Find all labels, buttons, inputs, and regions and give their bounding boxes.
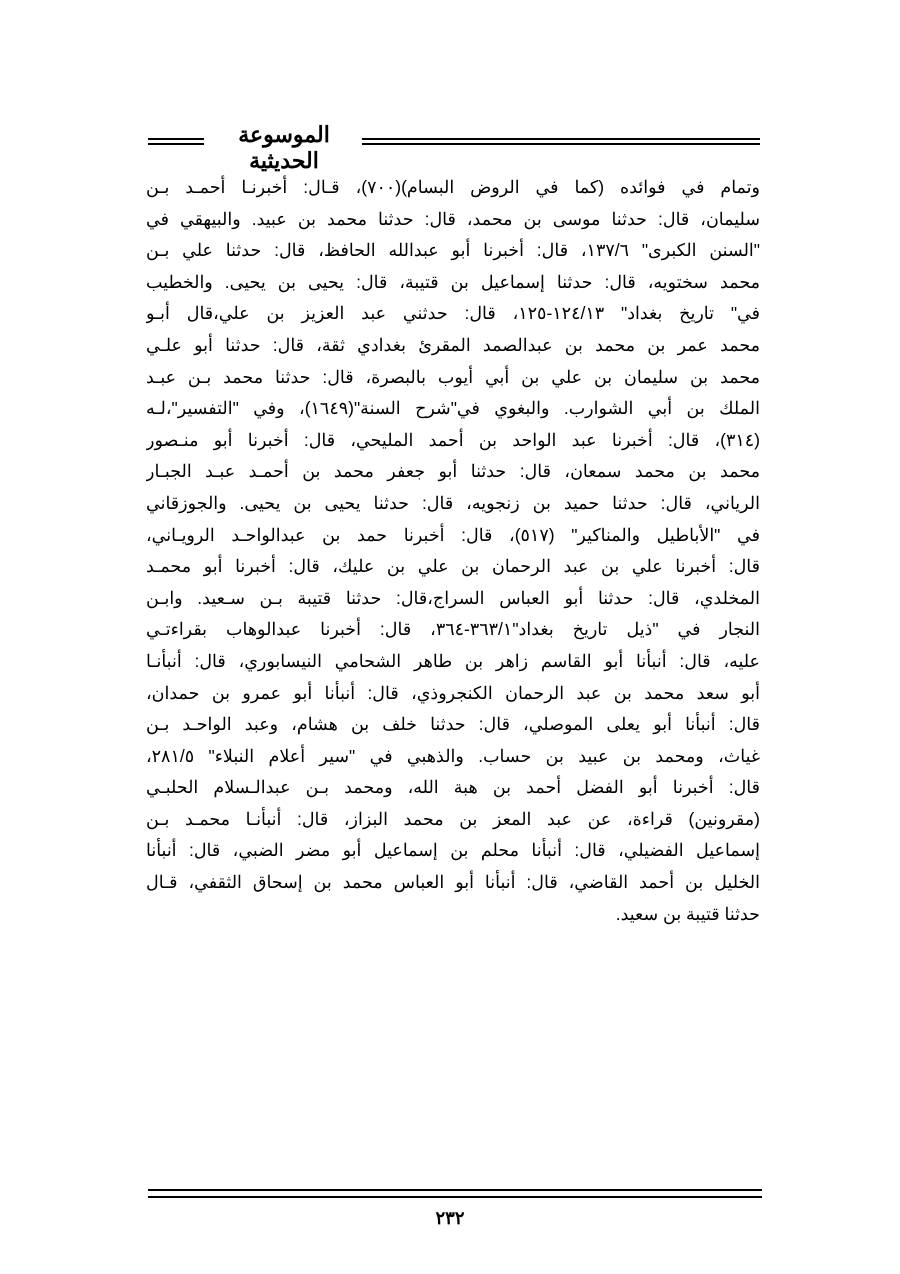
footer-rule-bottom	[148, 1196, 762, 1198]
text-line: النجار في "ذيل تاريخ بغداد"٣٦٣/١-٣٦٤، قال: أخبرنا عبدالوهاب بقراءتـي	[146, 619, 760, 640]
text-line: (٣١٤)، قال: أخبرنا عبد الواحد بن أحمد المليحي، قال: أخبرنا أبو منـصور	[146, 429, 760, 450]
text-line: الخليل بن أحمد القاضي، قال: أنبأنا أبو العباس محمد بن إسحاق الثقفي، قـال	[146, 872, 760, 893]
page-number: ٢٣٢	[435, 1208, 465, 1228]
text-line: في" تاريخ بغداد" ١٢٤/١٣-١٢٥، قال: حدثني عبد العزيز بن علي،قال أبـو	[146, 303, 760, 324]
text-line: إسماعيل الفضيلي، قال: أنبأنا محلم بن إسماعيل أبو مضر الضبي، قال: أنبأنا	[146, 840, 760, 861]
running-header	[148, 122, 760, 174]
text-line: قال: أخبرنا علي بن عبد الرحمان بن علي بن عليك، قال: أخبرنا أبو محمـد	[146, 556, 760, 577]
text-line: قال: أخبرنا أبو الفضل أحمد بن هبة الله، ومحمد بـن عبدالـسلام الحلبـي	[146, 777, 760, 798]
text-line: أبو سعد محمد بن عبد الرحمان الكنجروذي، قال: أنبأنا أبو عمرو بن حمدان،	[146, 682, 760, 703]
body-text	[146, 172, 760, 930]
text-line: حدثنا قتيبة بن سعيد.	[615, 903, 760, 924]
text-line: المخلدي، قال: حدثنا أبو العباس السراج،قال: حدثنا قتيبة بـن سـعيد. وابـن	[146, 587, 760, 608]
header-rule-right-top	[362, 138, 760, 140]
text-line: عليه، قال: أنبأنا أبو القاسم زاهر بن طاهر الشحامي النيسابوري، قال: أنبأنـا	[146, 650, 760, 671]
text-line: محمد عمر بن محمد بن عبدالصمد المقرئ بغدادي ثقة، قال: حدثنا أبو علـي	[146, 334, 760, 355]
text-line: (مقرونين) قراءة، عن عبد المعز بن محمد البزاز، قال: أنبأنـا محمـد بـن	[146, 808, 760, 829]
header-title: الموسوعة الحديثية	[238, 122, 330, 174]
text-line: الملك بن أبي الشوارب. والبغوي في"شرح السنة"(١٦٤٩)، وفي "التفسير"،لـه	[146, 398, 760, 419]
text-line: الرياني، قال: حدثنا حميد بن زنجويه، قال: حدثنا يحيى بن يحيى. والجوزقاني	[146, 492, 760, 513]
header-rule-left-bottom	[148, 143, 204, 145]
text-line: محمد بن محمد سمعان، قال: حدثنا أبو جعفر محمد بن أحمـد عبـد الجبـار	[146, 461, 760, 482]
header-rule-left-top	[148, 138, 204, 140]
text-line: محمد سختويه، قال: حدثنا إسماعيل بن قتيبة، قال: يحيى بن يحيى. والخطيب	[146, 271, 760, 292]
text-line: وتمام في فوائده (كما في الروض البسام)(٧٠٠)، قـال: أخبرنـا أحمـد بـن	[146, 177, 760, 197]
text-line: في "الأباطيل والمناكير" (٥١٧)، قال: أخبرنا حمد بن عبدالواحـد الرويـاني،	[146, 524, 760, 545]
text-line: قال: أنبأنا أبو يعلى الموصلي، قال: حدثنا خلف بن هشام، وعبد الواحـد بـن	[146, 714, 760, 735]
header-rule-right-bottom	[362, 143, 760, 145]
footer-rule-top	[148, 1189, 762, 1191]
text-line: غياث، ومحمد بن عبيد بن حساب. والذهبي في "سير أعلام النبلاء" ٢٨١/٥،	[146, 745, 760, 766]
text-line: سليمان، قال: حدثنا موسى بن محمد، قال: حدثنا محمد بن عبيد. والبيهقي في	[146, 208, 760, 229]
text-line: محمد بن سليمان بن علي بن أبي أيوب بالبصرة، قال: حدثنا محمد بـن عبـد	[146, 366, 760, 387]
text-line: "السنن الكبرى" ١٣٧/٦، قال: أخبرنا أبو عبدالله الحافظ، قال: حدثنا علي بـن	[146, 240, 760, 261]
